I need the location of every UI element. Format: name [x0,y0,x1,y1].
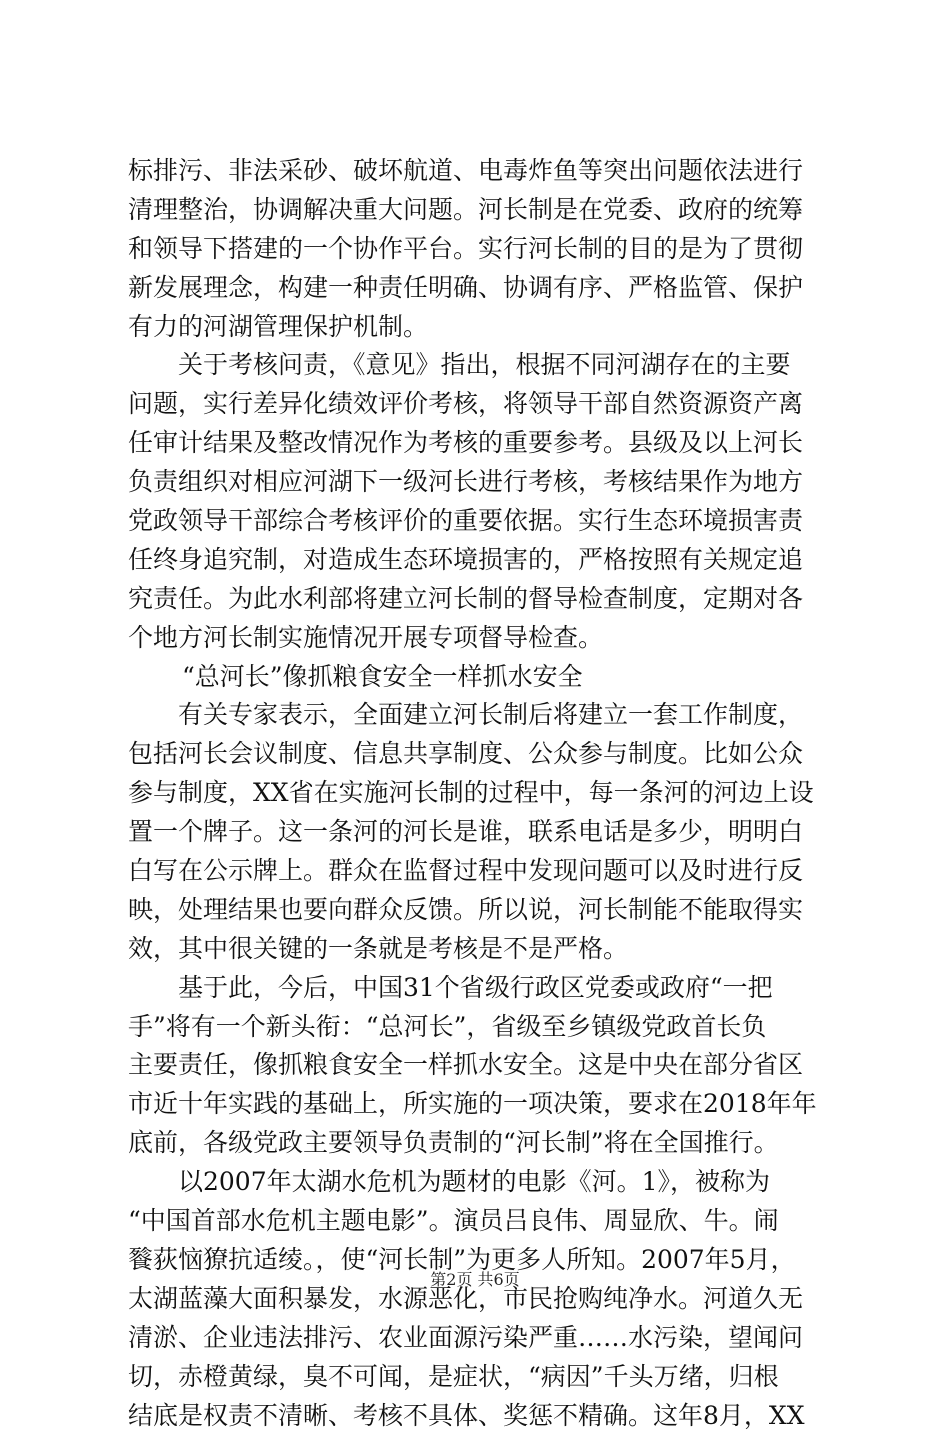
text-line: 底前，各级党政主要领导负责制的“河长制”将在全国推行。 [128,1124,828,1163]
text-line: 有力的河湖管理保护机制。 [128,308,828,347]
text-line: 市近十年实践的基础上，所实施的一项决策，要求在2018年年 [128,1085,828,1124]
text-line: 切，赤橙黄绿，臭不可闻，是症状，“病因”千头万绪，归根 [128,1358,828,1397]
text-line: 参与制度，XX省在实施河长制的过程中，每一条河的河边上设 [128,774,828,813]
text-line: 负责组织对相应河湖下一级河长进行考核，考核结果作为地方 [128,463,828,502]
text-line: 任终身追究制，对造成生态环境损害的，严格按照有关规定追 [128,541,828,580]
text-line: 餮荻恼獠抗适绫。，使“河长制”为更多人所知。2007年5月， [128,1241,828,1280]
text-line: 党政领导干部综合考核评价的重要依据。实行生态环境损害责 [128,502,828,541]
text-line: 问题，实行差异化绩效评价考核，将领导干部自然资源资产离 [128,385,828,424]
text-line: 有关专家表示，全面建立河长制后将建立一套工作制度， [128,696,828,735]
text-line: 清淤、企业违法排污、农业面源污染严重……水污染，望闻问 [128,1319,828,1358]
text-line: 基于此，今后，中国31个省级行政区党委或政府“一把 [128,969,828,1008]
text-line: 结底是权责不清晰、考核不具体、奖惩不精确。这年8月，XX [128,1397,828,1435]
text-line: 个地方河长制实施情况开展专项督导检查。 [128,619,828,658]
text-line: 关于考核问责，《意见》指出，根据不同河湖存在的主要 [128,346,828,385]
text-line: 任审计结果及整改情况作为考核的重要参考。县级及以上河长 [128,424,828,463]
text-line: 新发展理念，构建一种责任明确、协调有序、严格监管、保护 [128,269,828,308]
text-line: 太湖蓝藻大面积暴发，水源恶化，市民抢购纯净水。河道久无 [128,1280,828,1319]
text-line: 包括河长会议制度、信息共享制度、公众参与制度。比如公众 [128,735,828,774]
text-line: 效，其中很关键的一条就是考核是不是严格。 [128,930,828,969]
text-line: 以2007年太湖水危机为题材的电影《河。1》，被称为 [128,1163,828,1202]
text-line: 标排污、非法采砂、破坏航道、电毒炸鱼等突出问题依法进行 [128,152,828,191]
text-line: 手”将有一个新头衔：“总河长”，省级至乡镇级党政首长负 [128,1008,828,1047]
text-line: “中国首部水危机主题电影”。演员吕良伟、周显欣、牛。闹 [128,1202,828,1241]
text-line: 和领导下搭建的一个协作平台。实行河长制的目的是为了贯彻 [128,230,828,269]
page-footer: 第2页 共6页 [0,1270,950,1290]
text-line: 白写在公示牌上。群众在监督过程中发现问题可以及时进行反 [128,852,828,891]
text-line: 主要责任，像抓粮食安全一样抓水安全。这是中央在部分省区 [128,1046,828,1085]
section-heading: “总河长”像抓粮食安全一样抓水安全 [128,658,828,697]
text-line: 清理整治，协调解决重大问题。河长制是在党委、政府的统筹 [128,191,828,230]
document-body [128,152,828,1435]
text-line: 究责任。为此水利部将建立河长制的督导检查制度，定期对各 [128,580,828,619]
text-line: 置一个牌子。这一条河的河长是谁，联系电话是多少，明明白 [128,813,828,852]
text-line: 映，处理结果也要向群众反馈。所以说，河长制能不能取得实 [128,891,828,930]
